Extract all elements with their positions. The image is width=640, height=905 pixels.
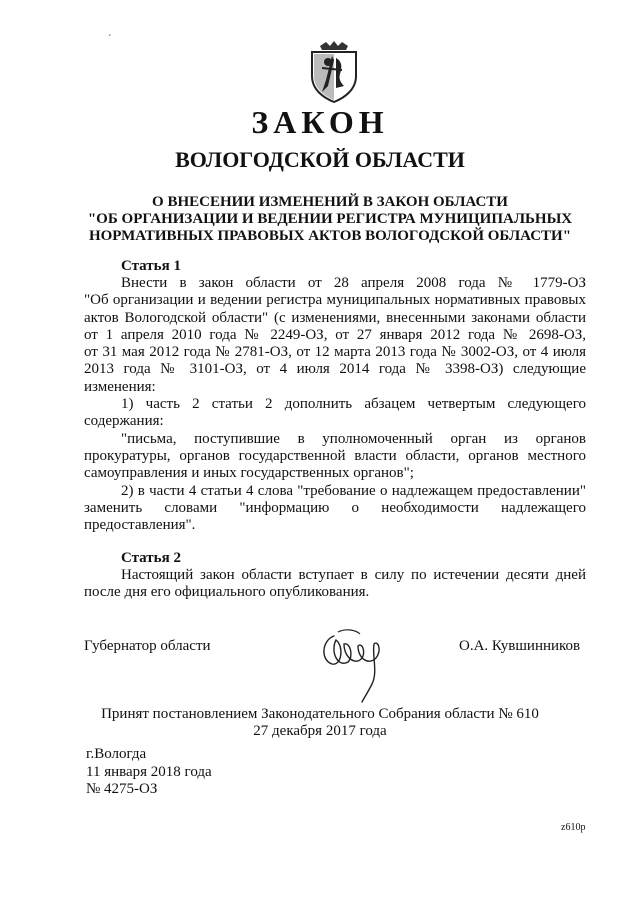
text-line: 1) часть 2 статьи 2 дополнить абзацем четвертым следующего <box>121 396 586 413</box>
text-line: Настоящий закон области вступает в силу по истечении десяти дней <box>121 567 586 583</box>
adoption-note <box>0 706 640 740</box>
text-line: от 31 мая 2012 года № 2781-ОЗ, от 12 марта 2013 года № 3002-ОЗ, от 4 июля <box>84 344 586 361</box>
text-line: актов Вологодской области" (с изменениями, внесенными законами области <box>84 309 586 326</box>
adoption-date: 27 декабря 2017 года <box>253 723 387 739</box>
text-line: изменения: <box>84 378 156 395</box>
text-line: самоуправления и иных государственных органов"; <box>84 465 414 482</box>
governor-title: Губернатор области <box>84 638 211 654</box>
text-line: 2013 года № 3101-ОЗ, от 4 июля 2014 года № 3398-ОЗ) следующие <box>84 361 586 378</box>
text-line: заменить словами "информацию о необходимости надлежащего <box>84 499 586 516</box>
text-line: 2) в части 4 статьи 4 слова "требование о надлежащем предоставлении" <box>121 482 586 499</box>
article-1-body <box>84 275 586 534</box>
document-subtitle: ВОЛОГОДСКОЙ ОБЛАСТИ <box>175 147 465 172</box>
text-line: Внести в закон области от 28 апреля 2008 года № 1779-ОЗ <box>121 275 586 291</box>
heading-line: О ВНЕСЕНИИ ИЗМЕНЕНИЙ В ЗАКОН ОБЛАСТИ <box>152 194 508 210</box>
law-heading <box>70 194 590 245</box>
law-number: № 4275-ОЗ <box>86 781 158 797</box>
text-line: "Об организации и ведении регистра муниципальных нормативных правовых <box>84 292 586 309</box>
text-line: после дня его официального опубликования. <box>84 584 370 601</box>
article-2-title: Статья 2 <box>121 550 181 566</box>
text-line: от 1 апреля 2010 года № 2249-ОЗ, от 27 января 2012 года № 2698-ОЗ, <box>84 326 586 343</box>
text-line: "письма, поступившие в уполномоченный орган из органов <box>121 430 586 447</box>
adoption-line: Принят постановлением Законодательного Собрания области № 610 <box>101 706 539 722</box>
signing-date: 11 января 2018 года <box>86 763 212 780</box>
text-line: содержания: <box>84 413 164 430</box>
corner-mark: ´ <box>108 34 112 45</box>
document-code: z610р <box>561 822 586 833</box>
city: г.Вологда <box>86 746 147 762</box>
article-1-title: Статья 1 <box>121 258 181 274</box>
document-title: ЗАКОН <box>251 104 389 140</box>
governor-name: О.А. Кувшинников <box>459 638 581 654</box>
text-line: предоставления". <box>84 517 196 534</box>
heading-line: НОРМАТИВНЫХ ПРАВОВЫХ АКТОВ ВОЛОГОДСКОЙ ОБЛАСТИ" <box>88 228 572 244</box>
vologda-coat-of-arms-emblem <box>306 40 362 104</box>
text-line: прокуратуры, органов государственной власти области, органов местного <box>84 447 586 464</box>
handwritten-signature <box>316 622 396 704</box>
article-2-body <box>84 567 586 602</box>
heading-line: "ОБ ОРГАНИЗАЦИИ И ВЕДЕНИИ РЕГИСТРА МУНИЦИПАЛЬНЫХ <box>87 211 573 227</box>
place-and-date <box>86 746 212 799</box>
